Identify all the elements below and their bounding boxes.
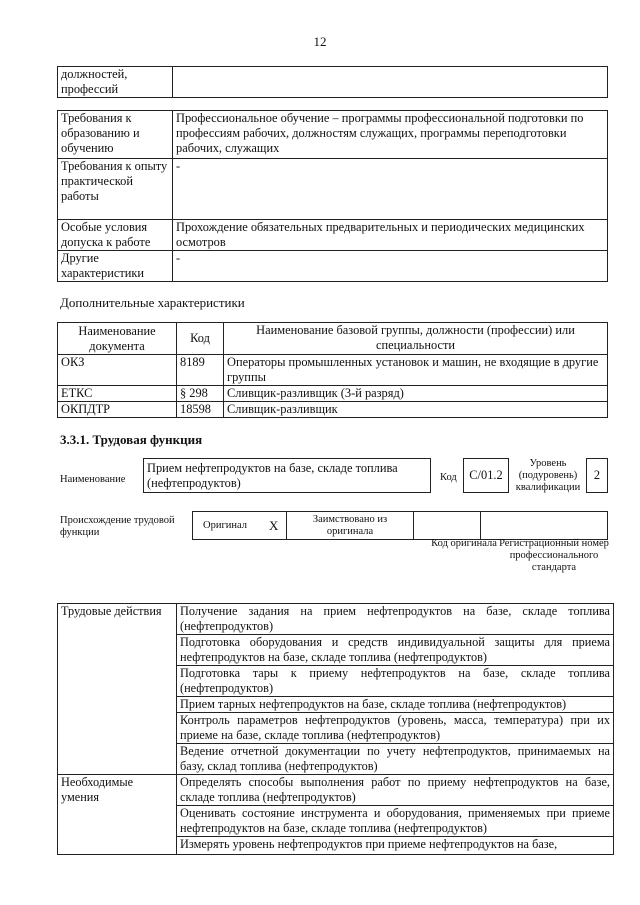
function-level-label: Уровень (подуровень) квалификации (515, 458, 581, 493)
additional-header: Наименование базовой группы, должности (профессии) или специальности (224, 323, 608, 355)
requirements-table (57, 110, 608, 282)
req-label: Особые условия допуска к работе (58, 220, 173, 251)
origin-table (192, 511, 608, 540)
origin-original-mark: X (266, 512, 287, 540)
function-code-table (463, 458, 509, 493)
additional-cell: ЕТКС (58, 386, 177, 402)
additional-cell: § 298 (177, 386, 224, 402)
top-row-value (173, 67, 608, 98)
function-code-label: Код (440, 472, 457, 483)
function-level-table (586, 458, 608, 493)
req-value: Профессиональное обучение – программы профессиональной подготовки по профессиям рабочих, должностям служащих, программы переподготовки рабочих, служащих (173, 111, 608, 159)
skill-item: Определять способы выполнения работ по приему нефтепродуктов на базе, складе топлива (нефтепродуктов) (177, 775, 614, 806)
function-level: 2 (587, 459, 608, 493)
origin-label: Происхождение трудовой функции (60, 515, 175, 538)
additional-header: Наименование документа (58, 323, 177, 355)
function-code: C/01.2 (464, 459, 509, 493)
function-name: Прием нефтепродуктов на базе, складе топлива (нефтепродуктов) (144, 459, 431, 493)
section-heading: 3.3.1. Трудовая функция (60, 432, 203, 447)
work-action-item: Контроль параметров нефтепродуктов (уровень, масса, температура) при их приеме на базе, складе топлива (нефтепродуктов) (177, 713, 614, 744)
work-action-item: Прием тарных нефтепродуктов на базе, складе топлива (нефтепродуктов) (177, 697, 614, 713)
top-row-table (57, 66, 608, 98)
origin-reg-caption: Регистрационный номер профессионального стандарта (499, 538, 609, 573)
origin-code-caption: Код оригинала (431, 538, 497, 549)
req-value: Прохождение обязательных предварительных и периодических медицинских осмотров (173, 220, 608, 251)
req-label: Требования к образованию и обучению (58, 111, 173, 159)
additional-cell: ОКЗ (58, 355, 177, 386)
req-value: - (173, 251, 608, 282)
origin-original-label: Оригинал (193, 512, 267, 540)
work-action-item: Подготовка тары к приему нефтепродуктов на базе, складе топлива (нефтепродуктов) (177, 666, 614, 697)
actions-table (57, 603, 614, 855)
skill-item: Оценивать состояние инструмента и оборудования, применяемых при приеме нефтепродуктов на базе, складе топлива (нефтепродуктов) (177, 806, 614, 837)
req-label: Другие характеристики (58, 251, 173, 282)
origin-reg-cell (481, 512, 608, 540)
function-name-label: Наименование (60, 474, 126, 485)
origin-code-cell (414, 512, 481, 540)
additional-table (57, 322, 608, 418)
top-row-label: должностей, профессий (58, 67, 173, 98)
work-action-item: Ведение отчетной документации по учету нефтепродуктов, принимаемых на базу, склад топлива (нефтепродуктов) (177, 744, 614, 775)
additional-cell: 18598 (177, 402, 224, 418)
additional-cell: ОКПДТР (58, 402, 177, 418)
additional-title: Дополнительные характеристики (60, 295, 245, 310)
page-number: 12 (313, 34, 327, 49)
additional-cell: Сливщик-разливщик (3-й разряд) (224, 386, 608, 402)
req-value: - (173, 159, 608, 220)
req-label: Требования к опыту практической работы (58, 159, 173, 220)
work-action-item: Получение задания на прием нефтепродуктов на базе, складе топлива (нефтепродуктов) (177, 604, 614, 635)
skills-label: Необходимые умения (58, 775, 177, 855)
function-name-table (143, 458, 431, 493)
additional-cell: 8189 (177, 355, 224, 386)
additional-header: Код (177, 323, 224, 355)
additional-cell: Сливщик-разливщик (224, 402, 608, 418)
origin-borrowed-label: Заимствовано из оригинала (287, 512, 414, 540)
work-action-item: Подготовка оборудования и средств индивидуальной защиты для приема нефтепродуктов на базе, складе топлива (нефтепродуктов) (177, 635, 614, 666)
additional-cell: Операторы промышленных установок и машин, не входящие в другие группы (224, 355, 608, 386)
work-actions-label: Трудовые действия (58, 604, 177, 775)
skill-item: Измерять уровень нефтепродуктов при приеме нефтепродуктов на базе, (177, 837, 614, 855)
